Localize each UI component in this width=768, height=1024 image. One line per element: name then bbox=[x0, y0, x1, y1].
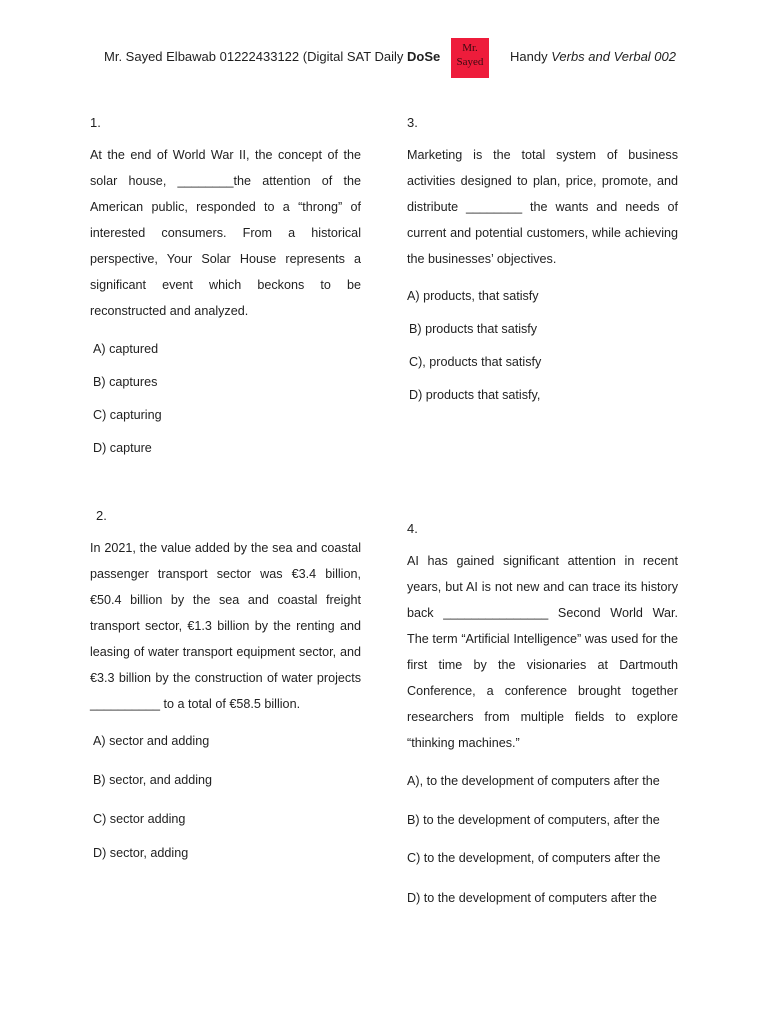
header-title-italic: Verbs and Verbal 002 bbox=[551, 49, 676, 64]
question-text: At the end of World War II, the concept of the solar house, ________the attention of the American public, responded to a “throng” of interested consumers. From a historical perspective, Your Solar House represents a significant event which beckons to be reconstructed and analyzed. bbox=[90, 148, 361, 318]
option-d[interactable]: D) to the development of computers after the bbox=[407, 891, 657, 905]
option-b[interactable]: B) sector, and adding bbox=[93, 773, 213, 787]
question-text: In 2021, the value added by the sea and coastal passenger transport sector was €3.4 billion, €50.4 billion by the sea and coastal freight transport sector, €1.3 billion by the renting and leasing of water transport equipment sector, and €3.3 billion by the construction of water projects __________ to a total of €58.5 billion. bbox=[90, 541, 361, 711]
dose-label: DoSe bbox=[407, 49, 441, 64]
page-header bbox=[0, 38, 768, 78]
question-text: Marketing is the total system of business activities designed to plan, price, promote, and distribute ________ the wants and needs of current and potential customers, while achieving the businesses’ objectives. bbox=[407, 148, 678, 266]
option-a[interactable]: A) products, that satisfy bbox=[407, 289, 539, 303]
option-c[interactable]: C) sector adding bbox=[93, 812, 186, 826]
brand-logo bbox=[451, 38, 489, 78]
option-a[interactable]: A), to the development of computers after the bbox=[407, 774, 660, 788]
option-b[interactable]: B) to the development of computers, after the bbox=[407, 813, 660, 827]
question-number: 2. bbox=[96, 508, 107, 523]
header-title-plain: Handy bbox=[510, 49, 548, 64]
header-title bbox=[510, 49, 676, 64]
question-number: 3. bbox=[407, 115, 418, 130]
author-text: Mr. Sayed Elbawab 01222433122 (Digital SAT Daily bbox=[104, 49, 404, 64]
header-author bbox=[104, 49, 440, 64]
logo-line-1: Mr. bbox=[462, 42, 478, 54]
option-d[interactable]: D) products that satisfy, bbox=[409, 388, 541, 402]
option-c[interactable]: C) to the development, of computers after the bbox=[407, 851, 661, 865]
option-c[interactable]: C) capturing bbox=[93, 408, 162, 422]
logo-line-2: Sayed bbox=[456, 56, 484, 68]
question-text: AI has gained significant attention in recent years, but AI is not new and can trace its history back _______________ Second World War. The term “Artificial Intelligence” was used for the first time by the visionaries at Dartmouth Conference, a conference brought together researchers from multiple fields to explore “thinking machines.” bbox=[407, 554, 678, 750]
option-b[interactable]: B) captures bbox=[93, 375, 158, 389]
option-d[interactable]: D) capture bbox=[93, 441, 152, 455]
option-d[interactable]: D) sector, adding bbox=[93, 846, 189, 860]
option-a[interactable]: A) captured bbox=[93, 342, 159, 356]
question-number: 1. bbox=[90, 115, 101, 130]
question-number: 4. bbox=[407, 521, 418, 536]
option-b[interactable]: B) products that satisfy bbox=[409, 322, 538, 336]
option-a[interactable]: A) sector and adding bbox=[93, 734, 210, 748]
option-c[interactable]: C), products that satisfy bbox=[409, 355, 542, 369]
